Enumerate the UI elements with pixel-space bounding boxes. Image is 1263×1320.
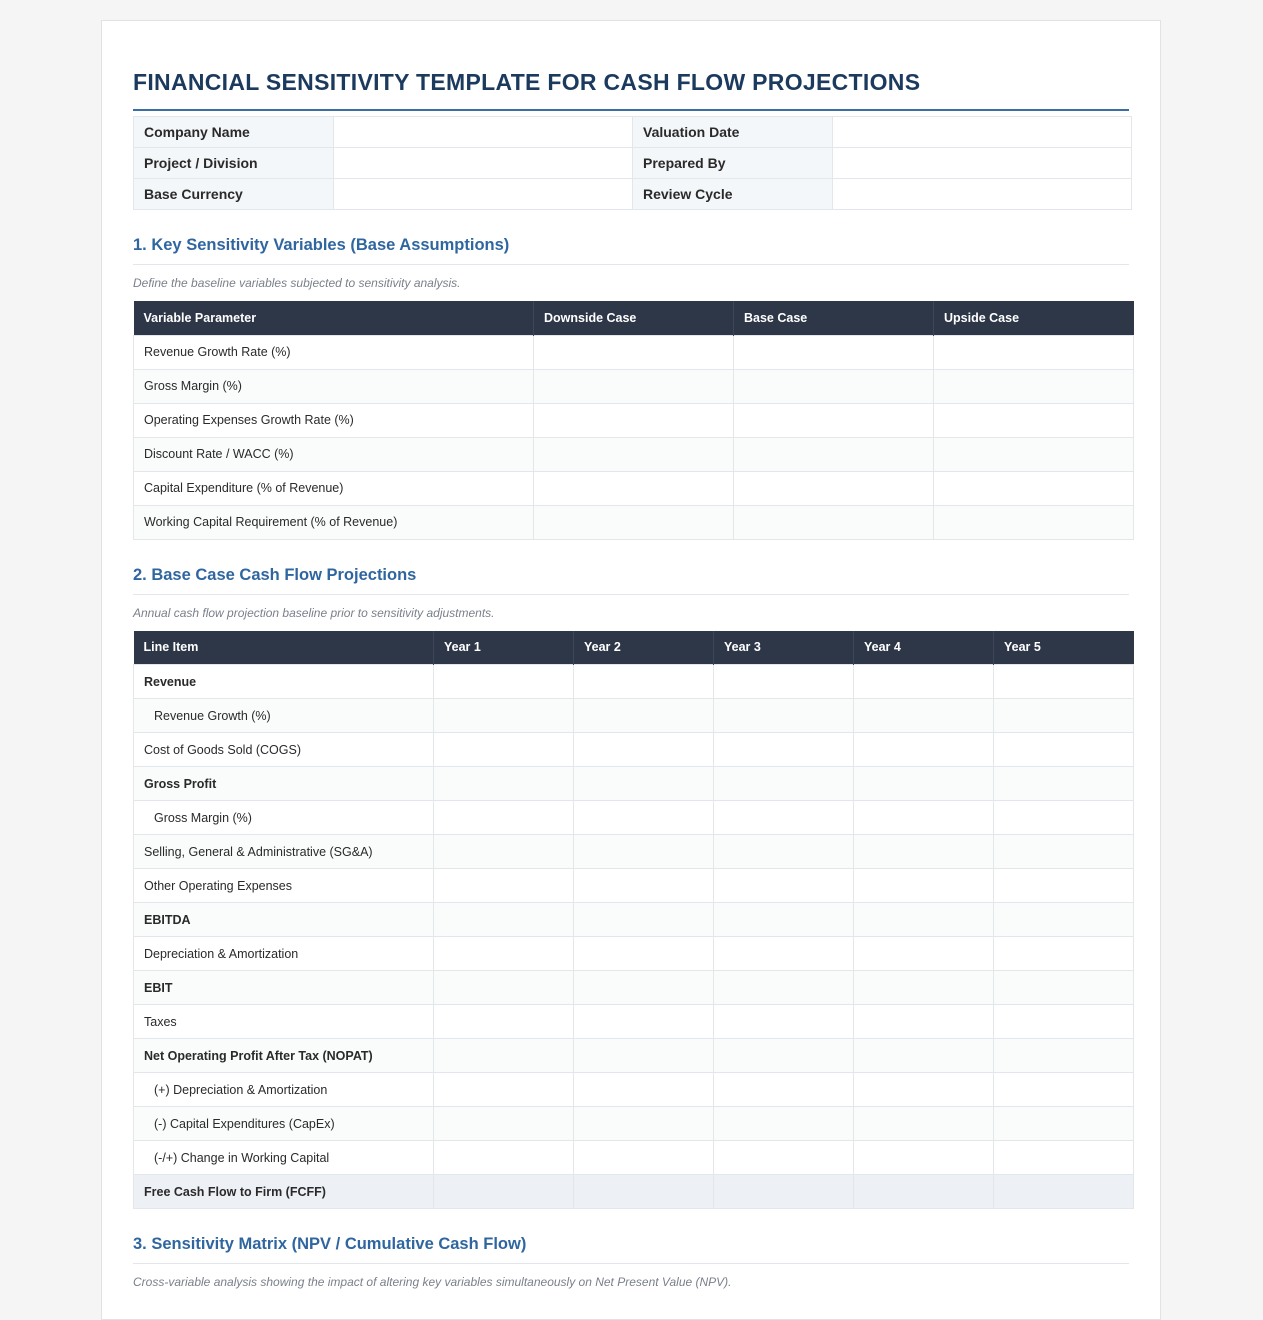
info-label: Valuation Date	[633, 117, 833, 148]
line-item-label: EBIT	[134, 971, 434, 1005]
value-cell[interactable]	[994, 1005, 1134, 1039]
value-cell[interactable]	[574, 767, 714, 801]
section1-description: Define the baseline variables subjected to sensitivity analysis.	[133, 276, 461, 290]
value-cell[interactable]	[714, 869, 854, 903]
value-cell[interactable]	[434, 1107, 574, 1141]
info-label: Prepared By	[633, 148, 833, 179]
variable-label: Discount Rate / WACC (%)	[134, 437, 534, 471]
value-cell[interactable]	[574, 1073, 714, 1107]
column-header: Year 3	[714, 631, 854, 665]
value-cell[interactable]	[574, 1107, 714, 1141]
value-cell[interactable]	[994, 801, 1134, 835]
value-cell[interactable]	[574, 801, 714, 835]
line-item-label: Gross Margin (%)	[134, 801, 434, 835]
table-row	[134, 335, 1134, 369]
value-cell[interactable]	[434, 869, 574, 903]
value-cell[interactable]	[854, 869, 994, 903]
line-item-label: Depreciation & Amortization	[134, 937, 434, 971]
info-row	[134, 148, 1132, 179]
value-cell[interactable]	[854, 665, 994, 699]
value-cell[interactable]	[994, 903, 1134, 937]
variable-label: Gross Margin (%)	[134, 369, 534, 403]
value-cell[interactable]	[714, 1039, 854, 1073]
value-cell[interactable]	[854, 1039, 994, 1073]
table-row	[134, 1175, 1134, 1209]
document-page	[101, 20, 1161, 1320]
info-table	[133, 116, 1132, 210]
line-item-label: Cost of Goods Sold (COGS)	[134, 733, 434, 767]
table-row	[134, 903, 1134, 937]
value-cell[interactable]	[734, 437, 934, 471]
table-row	[134, 767, 1134, 801]
info-value-field[interactable]	[833, 117, 1132, 148]
value-cell[interactable]	[714, 835, 854, 869]
value-cell[interactable]	[994, 971, 1134, 1005]
value-cell[interactable]	[574, 1141, 714, 1175]
value-cell[interactable]	[534, 335, 734, 369]
line-item-label: (-/+) Change in Working Capital	[134, 1141, 434, 1175]
value-cell[interactable]	[734, 335, 934, 369]
table-row	[134, 437, 1134, 471]
value-cell[interactable]	[574, 1175, 714, 1209]
variable-label: Revenue Growth Rate (%)	[134, 335, 534, 369]
value-cell[interactable]	[934, 403, 1134, 437]
value-cell[interactable]	[714, 1073, 854, 1107]
value-cell[interactable]	[434, 665, 574, 699]
value-cell[interactable]	[934, 335, 1134, 369]
info-label: Project / Division	[134, 148, 334, 179]
value-cell[interactable]	[714, 733, 854, 767]
column-header: Year 1	[434, 631, 574, 665]
table-row	[134, 971, 1134, 1005]
info-label: Review Cycle	[633, 179, 833, 210]
value-cell[interactable]	[994, 1107, 1134, 1141]
value-cell[interactable]	[434, 1039, 574, 1073]
value-cell[interactable]	[434, 937, 574, 971]
line-item-label: Revenue	[134, 665, 434, 699]
table-row	[134, 665, 1134, 699]
line-item-label: Other Operating Expenses	[134, 869, 434, 903]
value-cell[interactable]	[854, 1107, 994, 1141]
value-cell[interactable]	[534, 403, 734, 437]
value-cell[interactable]	[854, 1141, 994, 1175]
table-row	[134, 699, 1134, 733]
value-cell[interactable]	[714, 903, 854, 937]
value-cell[interactable]	[574, 1005, 714, 1039]
value-cell[interactable]	[734, 403, 934, 437]
value-cell[interactable]	[994, 665, 1134, 699]
value-cell[interactable]	[994, 869, 1134, 903]
section1-heading: 1. Key Sensitivity Variables (Base Assumptions)	[133, 236, 1129, 265]
value-cell[interactable]	[934, 369, 1134, 403]
value-cell[interactable]	[854, 1175, 994, 1209]
line-item-label: Taxes	[134, 1005, 434, 1039]
column-header: Year 4	[854, 631, 994, 665]
value-cell[interactable]	[574, 733, 714, 767]
column-header: Year 5	[994, 631, 1134, 665]
table-row	[134, 403, 1134, 437]
table-row	[134, 471, 1134, 505]
info-value-field[interactable]	[334, 148, 633, 179]
column-header: Downside Case	[534, 301, 734, 335]
table-row	[134, 937, 1134, 971]
value-cell[interactable]	[854, 971, 994, 1005]
value-cell[interactable]	[434, 733, 574, 767]
value-cell[interactable]	[434, 699, 574, 733]
value-cell[interactable]	[714, 1175, 854, 1209]
table-row	[134, 801, 1134, 835]
value-cell[interactable]	[574, 699, 714, 733]
column-header: Line Item	[134, 631, 434, 665]
value-cell[interactable]	[734, 369, 934, 403]
value-cell[interactable]	[854, 937, 994, 971]
page-title: FINANCIAL SENSITIVITY TEMPLATE FOR CASH FLOW PROJECTIONS	[133, 69, 1129, 111]
value-cell[interactable]	[994, 937, 1134, 971]
value-cell[interactable]	[434, 835, 574, 869]
table-row	[134, 835, 1134, 869]
value-cell[interactable]	[994, 767, 1134, 801]
column-header: Upside Case	[934, 301, 1134, 335]
line-item-label: (+) Depreciation & Amortization	[134, 1073, 434, 1107]
info-value-field[interactable]	[334, 117, 633, 148]
value-cell[interactable]	[854, 1073, 994, 1107]
value-cell[interactable]	[934, 471, 1134, 505]
info-row	[134, 179, 1132, 210]
value-cell[interactable]	[994, 699, 1134, 733]
line-item-label: Revenue Growth (%)	[134, 699, 434, 733]
value-cell[interactable]	[994, 1039, 1134, 1073]
table-row	[134, 1073, 1134, 1107]
value-cell[interactable]	[434, 971, 574, 1005]
value-cell[interactable]	[434, 1141, 574, 1175]
value-cell[interactable]	[934, 505, 1134, 539]
line-item-label: Net Operating Profit After Tax (NOPAT)	[134, 1039, 434, 1073]
cash-flow-table	[133, 631, 1134, 1210]
table-row	[134, 1141, 1134, 1175]
column-header: Variable Parameter	[134, 301, 534, 335]
value-cell[interactable]	[714, 801, 854, 835]
value-cell[interactable]	[734, 505, 934, 539]
column-header: Base Case	[734, 301, 934, 335]
value-cell[interactable]	[734, 471, 934, 505]
value-cell[interactable]	[574, 1039, 714, 1073]
info-value-field[interactable]	[833, 148, 1132, 179]
value-cell[interactable]	[574, 869, 714, 903]
line-item-label: EBITDA	[134, 903, 434, 937]
value-cell[interactable]	[434, 1005, 574, 1039]
sensitivity-variables-table	[133, 301, 1134, 540]
value-cell[interactable]	[854, 903, 994, 937]
value-cell[interactable]	[574, 665, 714, 699]
value-cell[interactable]	[574, 971, 714, 1005]
value-cell[interactable]	[434, 903, 574, 937]
value-cell[interactable]	[434, 1073, 574, 1107]
value-cell[interactable]	[714, 1107, 854, 1141]
section3-description: Cross-variable analysis showing the impact of altering key variables simultaneously on Net Present Value (NPV).	[133, 1275, 732, 1289]
info-value-field[interactable]	[334, 179, 633, 210]
value-cell[interactable]	[854, 699, 994, 733]
value-cell[interactable]	[534, 369, 734, 403]
value-cell[interactable]	[994, 835, 1134, 869]
value-cell[interactable]	[714, 665, 854, 699]
line-item-label: Free Cash Flow to Firm (FCFF)	[134, 1175, 434, 1209]
value-cell[interactable]	[714, 971, 854, 1005]
table-row	[134, 1005, 1134, 1039]
table-row	[134, 1039, 1134, 1073]
value-cell[interactable]	[714, 699, 854, 733]
value-cell[interactable]	[854, 801, 994, 835]
value-cell[interactable]	[854, 733, 994, 767]
line-item-label: Selling, General & Administrative (SG&A)	[134, 835, 434, 869]
info-value-field[interactable]	[833, 179, 1132, 210]
value-cell[interactable]	[994, 733, 1134, 767]
value-cell[interactable]	[574, 903, 714, 937]
column-header: Year 2	[574, 631, 714, 665]
info-label: Company Name	[134, 117, 334, 148]
variable-label: Working Capital Requirement (% of Revenue)	[134, 505, 534, 539]
info-row	[134, 117, 1132, 148]
value-cell[interactable]	[994, 1141, 1134, 1175]
value-cell[interactable]	[434, 1175, 574, 1209]
value-cell[interactable]	[574, 835, 714, 869]
value-cell[interactable]	[714, 937, 854, 971]
value-cell[interactable]	[574, 937, 714, 971]
table-row	[134, 1107, 1134, 1141]
value-cell[interactable]	[534, 505, 734, 539]
value-cell[interactable]	[714, 1005, 854, 1039]
value-cell[interactable]	[534, 471, 734, 505]
section2-heading: 2. Base Case Cash Flow Projections	[133, 566, 1129, 595]
line-item-label: (-) Capital Expenditures (CapEx)	[134, 1107, 434, 1141]
value-cell[interactable]	[714, 1141, 854, 1175]
table-row	[134, 869, 1134, 903]
line-item-label: Gross Profit	[134, 767, 434, 801]
table-row	[134, 505, 1134, 539]
value-cell[interactable]	[434, 767, 574, 801]
value-cell[interactable]	[854, 767, 994, 801]
value-cell[interactable]	[434, 801, 574, 835]
value-cell[interactable]	[994, 1175, 1134, 1209]
value-cell[interactable]	[534, 437, 734, 471]
value-cell[interactable]	[714, 767, 854, 801]
variable-label: Operating Expenses Growth Rate (%)	[134, 403, 534, 437]
section3-heading: 3. Sensitivity Matrix (NPV / Cumulative Cash Flow)	[133, 1235, 1129, 1264]
value-cell[interactable]	[854, 835, 994, 869]
value-cell[interactable]	[854, 1005, 994, 1039]
section2-description: Annual cash flow projection baseline prior to sensitivity adjustments.	[133, 605, 495, 620]
table-row	[134, 369, 1134, 403]
value-cell[interactable]	[994, 1073, 1134, 1107]
variable-label: Capital Expenditure (% of Revenue)	[134, 471, 534, 505]
value-cell[interactable]	[934, 437, 1134, 471]
info-label: Base Currency	[134, 179, 334, 210]
table-row	[134, 733, 1134, 767]
